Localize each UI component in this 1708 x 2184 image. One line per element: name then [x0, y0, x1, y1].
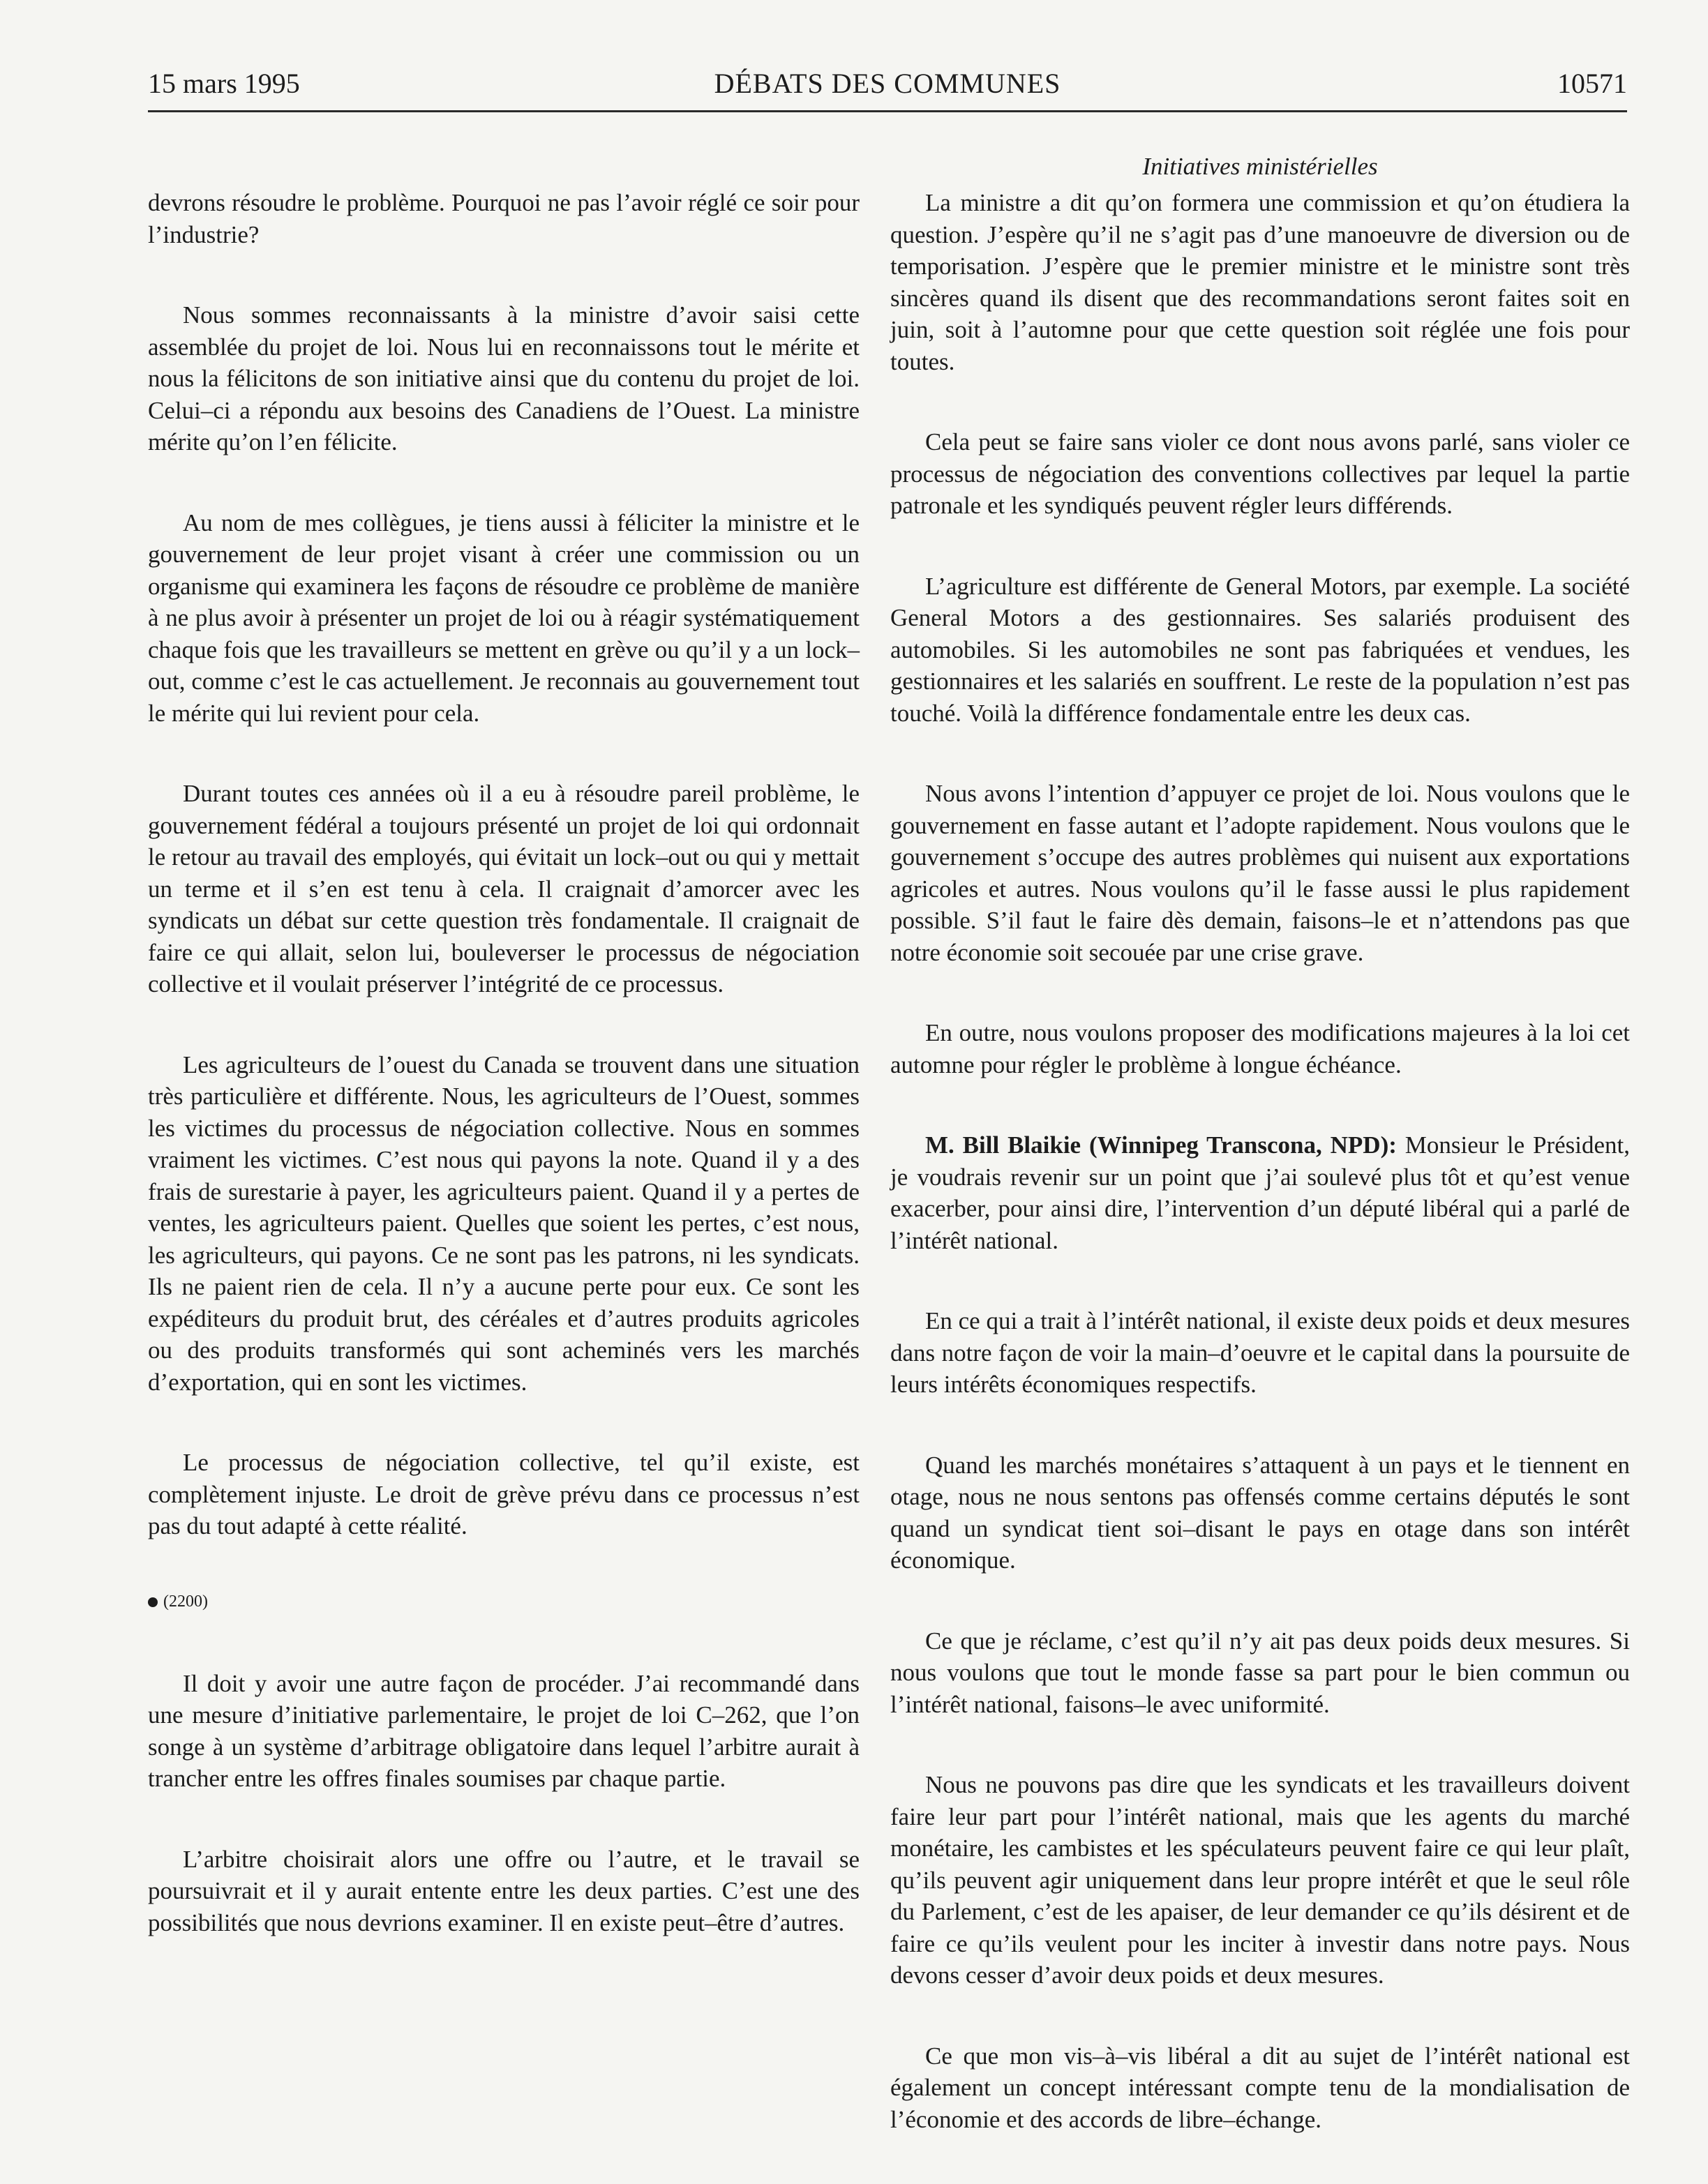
left-paragraph-8: L’arbitre choisirait alors une offre ou l’autre, et le travail se poursuivrait et il y aurait entente entre les deux parties. C’est une des possibilités que nous devrions examiner. Il en existe peut–être d’autres. — [148, 1845, 860, 1936]
speaker-text: Monsieur le Président, je voudrais revenir sur un point que j’ai soulevé plus tôt et qu’est venue exacerber, pour ainsi dire, l’intervention d’un député libéral qui a parlé de l’intérêt national. — [890, 1131, 1630, 1254]
time-marker — [148, 1591, 860, 1612]
section-label: Initiatives ministérielles — [1142, 153, 1378, 180]
right-column — [890, 187, 1630, 2184]
right-paragraph-6 — [890, 1129, 1630, 1256]
left-paragraph-1: devrons résoudre le problème. Pourquoi ne pas l’avoir réglé ce soir pour l’industrie? — [148, 189, 860, 248]
right-paragraph-1: La ministre a dit qu’on formera une commission et qu’on étudiera la question. J’espère qu’il ne s’agit pas d’une manoeuvre de diversion ou de temporisation. J’espère que le premier ministre et le ministre sont très sincères quand ils disent que des recommandations seront faites soit en juin, soit à l’automne pour que cette question soit réglée une fois pour toutes. — [890, 189, 1630, 375]
left-paragraph-7: Il doit y avoir une autre façon de procéder. J’ai recommandé dans une mesure d’initiative parlementaire, le projet de loi C–262, que l’on songe à un système d’arbitrage obligatoire dans lequel l’arbitre aurait à trancher entre les offres finales soumises par chaque partie. — [148, 1669, 860, 1792]
header-page-number: 10571 — [1557, 68, 1627, 99]
right-paragraph-11: Ce que mon vis–à–vis libéral a dit au sujet de l’intérêt national est également un concept intéressant compte tenu de la mondialisation de l’économie et des accords de libre–échange. — [890, 2042, 1630, 2133]
left-paragraph-5: Les agriculteurs de l’ouest du Canada se trouvent dans une situation très particulière et différente. Nous, les agriculteurs de l’Ouest, sommes les victimes du processus de négociation collective. Nous en sommes vraiment les victimes. C’est nous qui payons la note. Quand il y a des frais de surestarie à payer, les agriculteurs paient. Quand il y a pertes de ventes, les agriculteurs paient. Quelles que soient les pertes, c’est nous, les agriculteurs, qui payons. Ce ne sont pas les patrons, ni les syndicats. Ils ne paient rien de cela. Il n’y a aucune perte pour eux. Ce sont les expéditeurs du produit brut, des céréales et d’autres produits agricoles ou des produits transformés qui sont acheminés vers les marchés d’exportation, qui en sont les victimes. — [148, 1050, 860, 1396]
left-paragraph-2: Nous sommes reconnaissants à la ministre d’avoir saisi cette assemblée du projet de loi. Nous lui en reconnaissons tout le mérite et nous la félicitons de son initiative ainsi que du contenu du projet de loi. Celui–ci a répondu aux besoins des Canadiens de l’Ouest. La ministre mérite qu’on l’en félicite. — [148, 301, 860, 455]
right-paragraph-5: En outre, nous voulons proposer des modifications majeures à la loi cet automne pour régler le problème à longue échéance. — [890, 1019, 1630, 1078]
left-paragraph-6: Le processus de négociation collective, tel qu’il existe, est complètement injuste. Le droit de grève prévu dans ce processus n’est pas du tout adapté à cette réalité. — [148, 1449, 860, 1539]
header-rule — [148, 110, 1627, 112]
left-paragraph-3: Au nom de mes collègues, je tiens aussi à féliciter la ministre et le gouvernement de leur projet visant à créer une commission ou un organisme qui examinera les façons de résoudre ce problème de manière à ne plus avoir à présenter un projet de loi ou à réagir systématiquement chaque fois que les travailleurs se mettent en grève ou qu’il y a un lock–out, comme c’est le cas actuellement. Je reconnais au gouvernement tout le mérite qui lui revient pour cela. — [148, 509, 860, 727]
right-paragraph-2: Cela peut se faire sans violer ce dont nous avons parlé, sans violer ce processus de négociation des conventions collectives par lequel la partie patronale et les syndiqués peuvent régler leurs différends. — [890, 428, 1630, 519]
right-paragraph-7: En ce qui a trait à l’intérêt national, il existe deux poids et deux mesures dans notre façon de voir la main–d’oeuvre et le capital dans la poursuite de leurs intérêts économiques respectifs. — [890, 1307, 1630, 1398]
page-header — [148, 64, 1627, 113]
right-paragraph-8: Quand les marchés monétaires s’attaquent à un pays et le tiennent en otage, nous ne nous sentons pas offensés comme certains députés le sont quand un syndicat tient soi–disant le pays en otage dans son intérêt économique. — [890, 1451, 1630, 1574]
speaker-name: M. Bill Blaikie (Winnipeg Transcona, NPD): — [925, 1131, 1397, 1159]
right-paragraph-4: Nous avons l’intention d’appuyer ce projet de loi. Nous voulons que le gouvernement en fasse autant et l’adopte rapidement. Nous voulons que le gouvernement s’occupe des autres problèmes qui nuisent aux exportations agricoles et autres. Nous voulons qu’il le fasse aussi le plus rapidement possible. S’il faut le faire dès demain, faisons–le et n’attendons pas que notre économie soit secouée par une crise grave. — [890, 780, 1630, 966]
left-column — [148, 187, 860, 1987]
header-date: 15 mars 1995 — [148, 68, 300, 99]
time-marker-text: (2200) — [163, 1592, 208, 1611]
bullet-icon — [148, 1597, 158, 1607]
right-paragraph-10: Nous ne pouvons pas dire que les syndicats et les travailleurs doivent faire leur part pour l’intérêt national, mais que les agents du marché monétaire, les cambistes et les spéculateurs peuvent faire ce qui leur plaît, qu’ils peuvent agir uniquement dans leur propre intérêt et que le seul rôle du Parlement, c’est de les apaiser, de leur demander ce qu’ils désirent et de faire ce qu’ils veulent pour les inciter à investir dans notre pays. Nous devons cesser d’avoir deux poids et deux mesures. — [890, 1771, 1630, 1989]
right-paragraph-3: L’agriculture est différente de General Motors, par exemple. La société General Motors a des gestionnaires. Ses salariés produisent des automobiles. Si les automobiles ne sont pas fabriquées et vendues, les gestionnaires et les salariés en souffrent. Le reste de la population n’est pas touché. Voilà la différence fondamentale entre les deux cas. — [890, 572, 1630, 727]
header-title: DÉBATS DES COMMUNES — [714, 68, 1061, 99]
right-paragraph-9: Ce que je réclame, c’est qu’il n’y ait pas deux poids deux mesures. Si nous voulons que tout le monde fasse sa part pour le bien commun ou l’intérêt national, faisons–le avec uniformité. — [890, 1627, 1630, 1718]
left-paragraph-4: Durant toutes ces années où il a eu à résoudre pareil problème, le gouvernement fédéral a toujours présenté un projet de loi qui ordonnait le retour au travail des employés, qui évitait un lock–out ou qui y mettait un terme et il s’en est tenu à cela. Il craignait d’amorcer avec les syndicats un débat sur cette question très fondamentale. Il craignait de faire ce qui allait, selon lui, bouleverser le processus de négociation collective et il voulait préserver l’intégrité de ce processus. — [148, 780, 860, 997]
